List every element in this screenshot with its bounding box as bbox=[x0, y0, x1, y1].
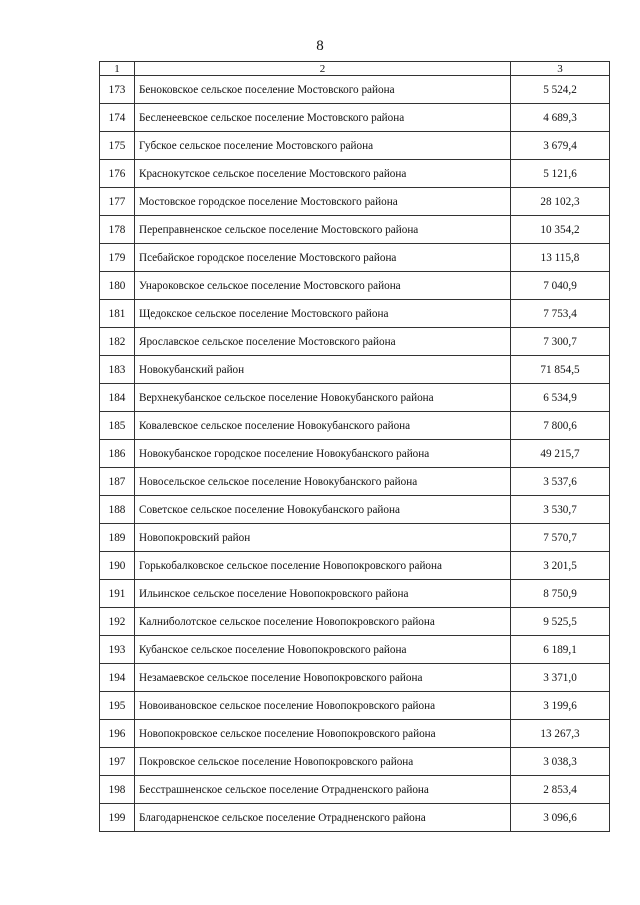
table-row bbox=[100, 664, 610, 692]
municipality-name: Губское сельское поселение Мостовского района bbox=[135, 132, 511, 160]
amount-value: 7 040,9 bbox=[511, 272, 610, 300]
amount-value: 3 530,7 bbox=[511, 496, 610, 524]
municipality-name: Переправненское сельское поселение Мостовского района bbox=[135, 216, 511, 244]
amount-value: 7 570,7 bbox=[511, 524, 610, 552]
amount-value: 49 215,7 bbox=[511, 440, 610, 468]
row-number: 198 bbox=[100, 776, 135, 804]
table-row bbox=[100, 160, 610, 188]
municipality-name: Покровское сельское поселение Новопокровского района bbox=[135, 748, 511, 776]
table-row bbox=[100, 104, 610, 132]
row-number: 189 bbox=[100, 524, 135, 552]
amount-value: 3 537,6 bbox=[511, 468, 610, 496]
municipality-name: Мостовское городское поселение Мостовского района bbox=[135, 188, 511, 216]
municipality-name: Калниболотское сельское поселение Новопокровского района bbox=[135, 608, 511, 636]
amount-value: 7 753,4 bbox=[511, 300, 610, 328]
row-number: 192 bbox=[100, 608, 135, 636]
municipality-name: Новокубанское городское поселение Новокубанского района bbox=[135, 440, 511, 468]
amount-value: 3 096,6 bbox=[511, 804, 610, 832]
amount-value: 5 121,6 bbox=[511, 160, 610, 188]
table-row bbox=[100, 132, 610, 160]
municipality-name: Бесстрашненское сельское поселение Отрадненского района bbox=[135, 776, 511, 804]
table-row bbox=[100, 412, 610, 440]
municipality-name: Псебайское городское поселение Мостовского района bbox=[135, 244, 511, 272]
table-row bbox=[100, 580, 610, 608]
row-number: 186 bbox=[100, 440, 135, 468]
municipality-name: Новоивановское сельское поселение Новопокровского района bbox=[135, 692, 511, 720]
column-header-name: 2 bbox=[135, 62, 511, 76]
row-number: 176 bbox=[100, 160, 135, 188]
amount-value: 13 115,8 bbox=[511, 244, 610, 272]
table-row bbox=[100, 328, 610, 356]
table-row bbox=[100, 76, 610, 104]
municipality-name: Горькобалковское сельское поселение Новопокровского района bbox=[135, 552, 511, 580]
table-row bbox=[100, 804, 610, 832]
municipality-name: Бесленеевское сельское поселение Мостовского района bbox=[135, 104, 511, 132]
column-header-value: 3 bbox=[511, 62, 610, 76]
row-number: 191 bbox=[100, 580, 135, 608]
column-header-number: 1 bbox=[100, 62, 135, 76]
amount-value: 4 689,3 bbox=[511, 104, 610, 132]
row-number: 187 bbox=[100, 468, 135, 496]
table-row bbox=[100, 440, 610, 468]
municipality-name: Верхнекубанское сельское поселение Новокубанского района bbox=[135, 384, 511, 412]
table-row bbox=[100, 636, 610, 664]
amount-value: 10 354,2 bbox=[511, 216, 610, 244]
amount-value: 71 854,5 bbox=[511, 356, 610, 384]
amount-value: 9 525,5 bbox=[511, 608, 610, 636]
municipality-name: Беноковское сельское поселение Мостовского района bbox=[135, 76, 511, 104]
row-number: 196 bbox=[100, 720, 135, 748]
municipality-name: Советское сельское поселение Новокубанского района bbox=[135, 496, 511, 524]
amount-value: 5 524,2 bbox=[511, 76, 610, 104]
table-row bbox=[100, 692, 610, 720]
table-row bbox=[100, 216, 610, 244]
municipality-name: Ильинское сельское поселение Новопокровского района bbox=[135, 580, 511, 608]
amount-value: 3 038,3 bbox=[511, 748, 610, 776]
row-number: 179 bbox=[100, 244, 135, 272]
amount-value: 8 750,9 bbox=[511, 580, 610, 608]
municipality-name: Новосельское сельское поселение Новокубанского района bbox=[135, 468, 511, 496]
table-row bbox=[100, 552, 610, 580]
municipality-name: Новокубанский район bbox=[135, 356, 511, 384]
row-number: 184 bbox=[100, 384, 135, 412]
amount-value: 3 371,0 bbox=[511, 664, 610, 692]
table-row bbox=[100, 720, 610, 748]
table-row bbox=[100, 300, 610, 328]
amount-value: 13 267,3 bbox=[511, 720, 610, 748]
row-number: 181 bbox=[100, 300, 135, 328]
amount-value: 3 679,4 bbox=[511, 132, 610, 160]
allocation-table bbox=[99, 61, 610, 832]
amount-value: 7 300,7 bbox=[511, 328, 610, 356]
table-row bbox=[100, 776, 610, 804]
row-number: 175 bbox=[100, 132, 135, 160]
row-number: 185 bbox=[100, 412, 135, 440]
municipality-name: Новопокровский район bbox=[135, 524, 511, 552]
page-number: 8 bbox=[316, 38, 324, 54]
row-number: 180 bbox=[100, 272, 135, 300]
municipality-name: Благодарненское сельское поселение Отрадненского района bbox=[135, 804, 511, 832]
row-number: 183 bbox=[100, 356, 135, 384]
amount-value: 7 800,6 bbox=[511, 412, 610, 440]
row-number: 193 bbox=[100, 636, 135, 664]
amount-value: 2 853,4 bbox=[511, 776, 610, 804]
table-row bbox=[100, 188, 610, 216]
table-row bbox=[100, 356, 610, 384]
amount-value: 3 199,6 bbox=[511, 692, 610, 720]
row-number: 182 bbox=[100, 328, 135, 356]
table-row bbox=[100, 496, 610, 524]
municipality-name: Новопокровское сельское поселение Новопокровского района bbox=[135, 720, 511, 748]
amount-value: 6 189,1 bbox=[511, 636, 610, 664]
row-number: 199 bbox=[100, 804, 135, 832]
municipality-name: Унароковское сельское поселение Мостовского района bbox=[135, 272, 511, 300]
row-number: 190 bbox=[100, 552, 135, 580]
municipality-name: Ковалевское сельское поселение Новокубанского района bbox=[135, 412, 511, 440]
municipality-name: Щедокское сельское поселение Мостовского района bbox=[135, 300, 511, 328]
amount-value: 28 102,3 bbox=[511, 188, 610, 216]
table-row bbox=[100, 524, 610, 552]
table-row bbox=[100, 272, 610, 300]
row-number: 194 bbox=[100, 664, 135, 692]
table-row bbox=[100, 244, 610, 272]
row-number: 197 bbox=[100, 748, 135, 776]
amount-value: 6 534,9 bbox=[511, 384, 610, 412]
table-row bbox=[100, 468, 610, 496]
row-number: 173 bbox=[100, 76, 135, 104]
table-body bbox=[100, 76, 610, 832]
municipality-name: Ярославское сельское поселение Мостовского района bbox=[135, 328, 511, 356]
row-number: 188 bbox=[100, 496, 135, 524]
row-number: 178 bbox=[100, 216, 135, 244]
row-number: 174 bbox=[100, 104, 135, 132]
row-number: 195 bbox=[100, 692, 135, 720]
table-header-row bbox=[100, 62, 610, 76]
table-row bbox=[100, 608, 610, 636]
municipality-name: Краснокутское сельское поселение Мостовского района bbox=[135, 160, 511, 188]
table-row bbox=[100, 748, 610, 776]
row-number: 177 bbox=[100, 188, 135, 216]
amount-value: 3 201,5 bbox=[511, 552, 610, 580]
municipality-name: Кубанское сельское поселение Новопокровского района bbox=[135, 636, 511, 664]
municipality-name: Незамаевское сельское поселение Новопокровского района bbox=[135, 664, 511, 692]
table-row bbox=[100, 384, 610, 412]
